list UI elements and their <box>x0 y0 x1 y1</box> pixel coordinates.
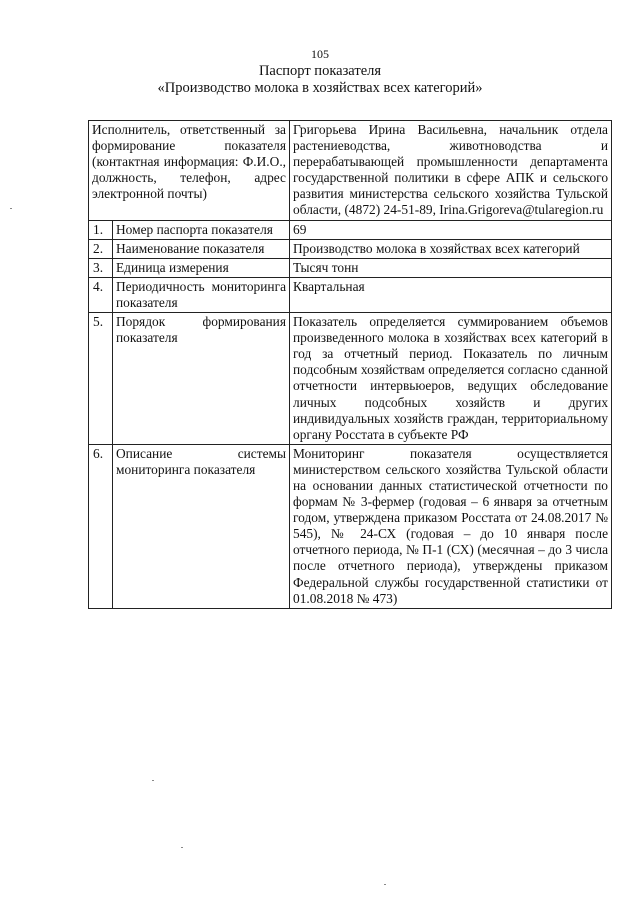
row-label: Периодичность мониторинга показателя <box>113 277 290 312</box>
executor-value: Григорьева Ирина Васильевна, начальник отдела растениеводства, животноводства и перерабатывающей промышленности департамента государственной политики в сфере АПК и сельского развития министерства сельского хозяйства Тульской области, (4872) 24-51-89, Irina.Grigoreva@tularegion.ru <box>290 121 612 221</box>
row-number: 6. <box>89 444 113 608</box>
row-number: 1. <box>89 220 113 239</box>
row-number: 4. <box>89 277 113 312</box>
executor-label: Исполнитель, ответственный за формирование показателя (контактная информация: Ф.И.О., должность, телефон, адрес электронной почты) <box>89 121 290 221</box>
row-label: Описание системы мониторинга показателя <box>113 444 290 608</box>
row-value: Производство молока в хозяйствах всех категорий <box>290 239 612 258</box>
row-label: Порядок формирования показателя <box>113 313 290 445</box>
row-label: Единица измерения <box>113 258 290 277</box>
row-value: Мониторинг показателя осуществляется министерством сельского хозяйства Тульской области на основании данных статистической отчетности по формам № 3-фермер (годовая – 6 января за отчетным годом, утверждена приказом Росстата от 24.08.2017 № 545), № 24-СХ (годовая – до 10 января после отчетного периода, № П-1 (СХ) (месячная – до 3 числа после отчетного периода), утверждены приказом Федеральной службы государственной статистики от 01.08.2018 № 473) <box>290 444 612 608</box>
scan-speck <box>152 780 154 781</box>
row-number: 2. <box>89 239 113 258</box>
table-row <box>89 444 612 608</box>
title-line-1: Паспорт показателя <box>258 63 382 79</box>
table-row <box>89 313 612 445</box>
row-value: 69 <box>290 220 612 239</box>
scan-speck <box>384 884 386 885</box>
row-label: Номер паспорта показателя <box>113 220 290 239</box>
table-row <box>89 220 612 239</box>
table-row <box>89 277 612 312</box>
scan-speck <box>181 847 183 848</box>
document-title <box>0 63 640 97</box>
row-number: 3. <box>89 258 113 277</box>
scan-speck <box>10 208 12 209</box>
row-number: 5. <box>89 313 113 445</box>
table-row <box>89 258 612 277</box>
row-value: Показатель определяется суммированием объемов произведенного молока в хозяйствах всех категорий в год за отчетный период. Показатель по личным подсобным хозяйствам определяется согласно сданной отчетности интервьюеров, ведущих обследование личных подсобных хозяйств и других индивидуальных хозяйств граждан, территориальному органу Росстата в субъекте РФ <box>290 313 612 445</box>
table-row-executor <box>89 121 612 221</box>
table-row <box>89 239 612 258</box>
row-value: Квартальная <box>290 277 612 312</box>
title-line-2: «Производство молока в хозяйствах всех категорий» <box>157 80 483 96</box>
page-number: 105 <box>311 47 329 61</box>
row-label: Наименование показателя <box>113 239 290 258</box>
passport-table <box>88 120 612 609</box>
row-value: Тысяч тонн <box>290 258 612 277</box>
